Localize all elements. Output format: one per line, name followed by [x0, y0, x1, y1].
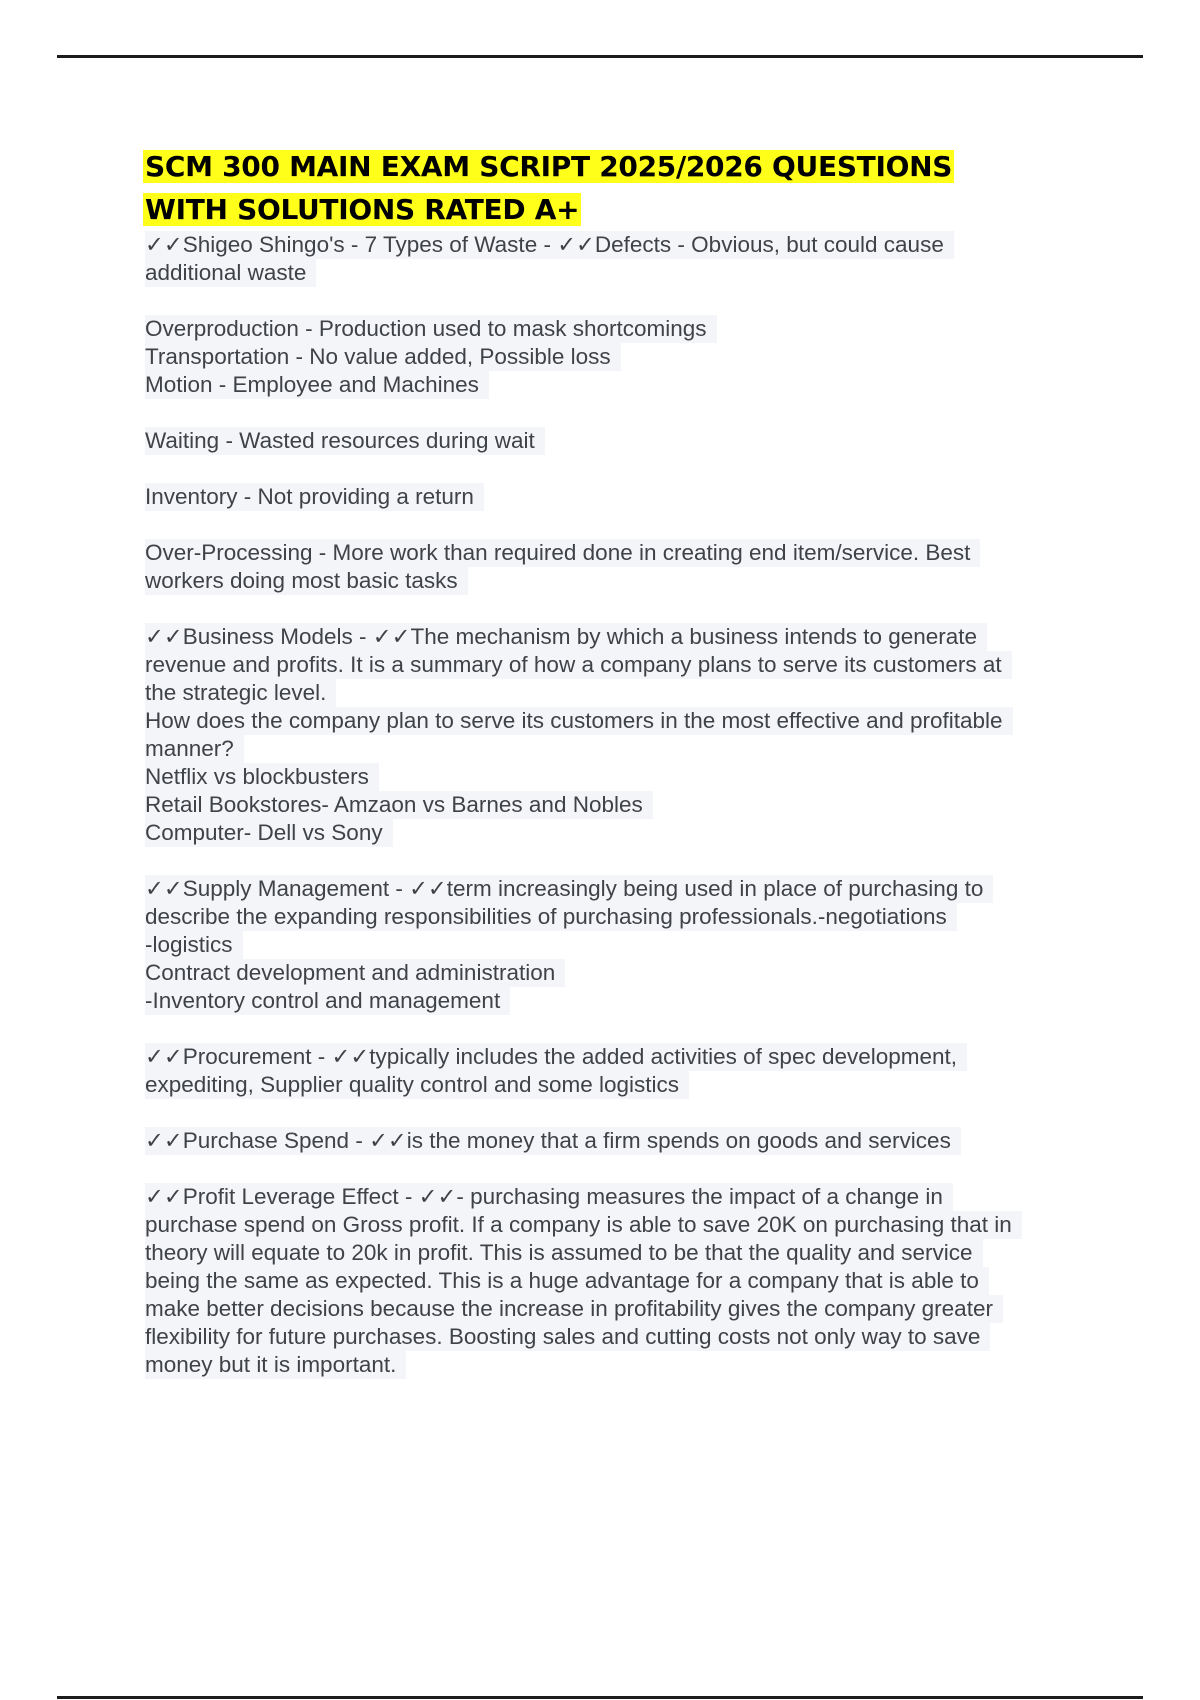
- waste-over-processing: [145, 539, 1085, 595]
- text-line: theory will equate to 20k in profit. This is assumed to be that the quality and service: [145, 1239, 983, 1267]
- text-line: Retail Bookstores- Amzaon vs Barnes and Nobles: [145, 791, 653, 819]
- text-line: -logistics: [145, 931, 243, 959]
- qa-profit-leverage-effect: [145, 1183, 1085, 1379]
- text-line: being the same as expected. This is a huge advantage for a company that is able to: [145, 1267, 989, 1295]
- qa-procurement: [145, 1043, 1085, 1099]
- text-line: Netflix vs blockbusters: [145, 763, 379, 791]
- text-line: purchase spend on Gross profit. If a company is able to save 20K on purchasing that in: [145, 1211, 1022, 1239]
- text-line: Computer- Dell vs Sony: [145, 819, 393, 847]
- text-line: ✓✓Supply Management - ✓✓term increasingly being used in place of purchasing to: [145, 875, 993, 903]
- qa-shingo-waste: [145, 231, 1085, 287]
- text-line: ✓✓Shigeo Shingo's - 7 Types of Waste - ✓✓Defects - Obvious, but could cause: [145, 231, 954, 259]
- text-line: flexibility for future purchases. Boosting sales and cutting costs not only way to save: [145, 1323, 990, 1351]
- text-line: Over-Processing - More work than required done in creating end item/service. Best: [145, 539, 980, 567]
- text-line: the strategic level.: [145, 679, 336, 707]
- document-body: [145, 231, 1085, 1379]
- page-bottom-rule: [57, 1696, 1143, 1699]
- text-line: Motion - Employee and Machines: [145, 371, 489, 399]
- document-page: [145, 145, 1085, 1407]
- text-line: ✓✓Purchase Spend - ✓✓is the money that a firm spends on goods and services: [145, 1127, 961, 1155]
- title-line-2: WITH SOLUTIONS RATED A+: [145, 193, 580, 226]
- qa-business-models: [145, 623, 1085, 847]
- text-line: ✓✓Profit Leverage Effect - ✓✓- purchasing measures the impact of a change in: [145, 1183, 953, 1211]
- text-line: Waiting - Wasted resources during wait: [145, 427, 545, 455]
- waste-list-1: [145, 315, 1085, 399]
- text-line: Transportation - No value added, Possible loss: [145, 343, 621, 371]
- waste-waiting: [145, 427, 1085, 455]
- text-line: describe the expanding responsibilities of purchasing professionals.-negotiations: [145, 903, 957, 931]
- text-line: manner?: [145, 735, 244, 763]
- text-line: ✓✓Business Models - ✓✓The mechanism by which a business intends to generate: [145, 623, 987, 651]
- qa-supply-management: [145, 875, 1085, 1015]
- page-top-rule: [57, 55, 1143, 58]
- text-line: expediting, Supplier quality control and some logistics: [145, 1071, 689, 1099]
- waste-inventory: [145, 483, 1085, 511]
- text-line: -Inventory control and management: [145, 987, 510, 1015]
- text-line: Inventory - Not providing a return: [145, 483, 484, 511]
- document-title: [143, 145, 1085, 231]
- text-line: ✓✓Procurement - ✓✓typically includes the added activities of spec development,: [145, 1043, 967, 1071]
- text-line: Contract development and administration: [145, 959, 565, 987]
- text-line: money but it is important.: [145, 1351, 406, 1379]
- text-line: revenue and profits. It is a summary of how a company plans to serve its customers at: [145, 651, 1012, 679]
- text-line: workers doing most basic tasks: [145, 567, 468, 595]
- title-line-1: SCM 300 MAIN EXAM SCRIPT 2025/2026 QUESTIONS: [145, 150, 953, 183]
- text-line: additional waste: [145, 259, 316, 287]
- qa-purchase-spend: [145, 1127, 1085, 1155]
- text-line: Overproduction - Production used to mask shortcomings: [145, 315, 717, 343]
- text-line: make better decisions because the increase in profitability gives the company greater: [145, 1295, 1003, 1323]
- text-line: How does the company plan to serve its customers in the most effective and profitable: [145, 707, 1013, 735]
